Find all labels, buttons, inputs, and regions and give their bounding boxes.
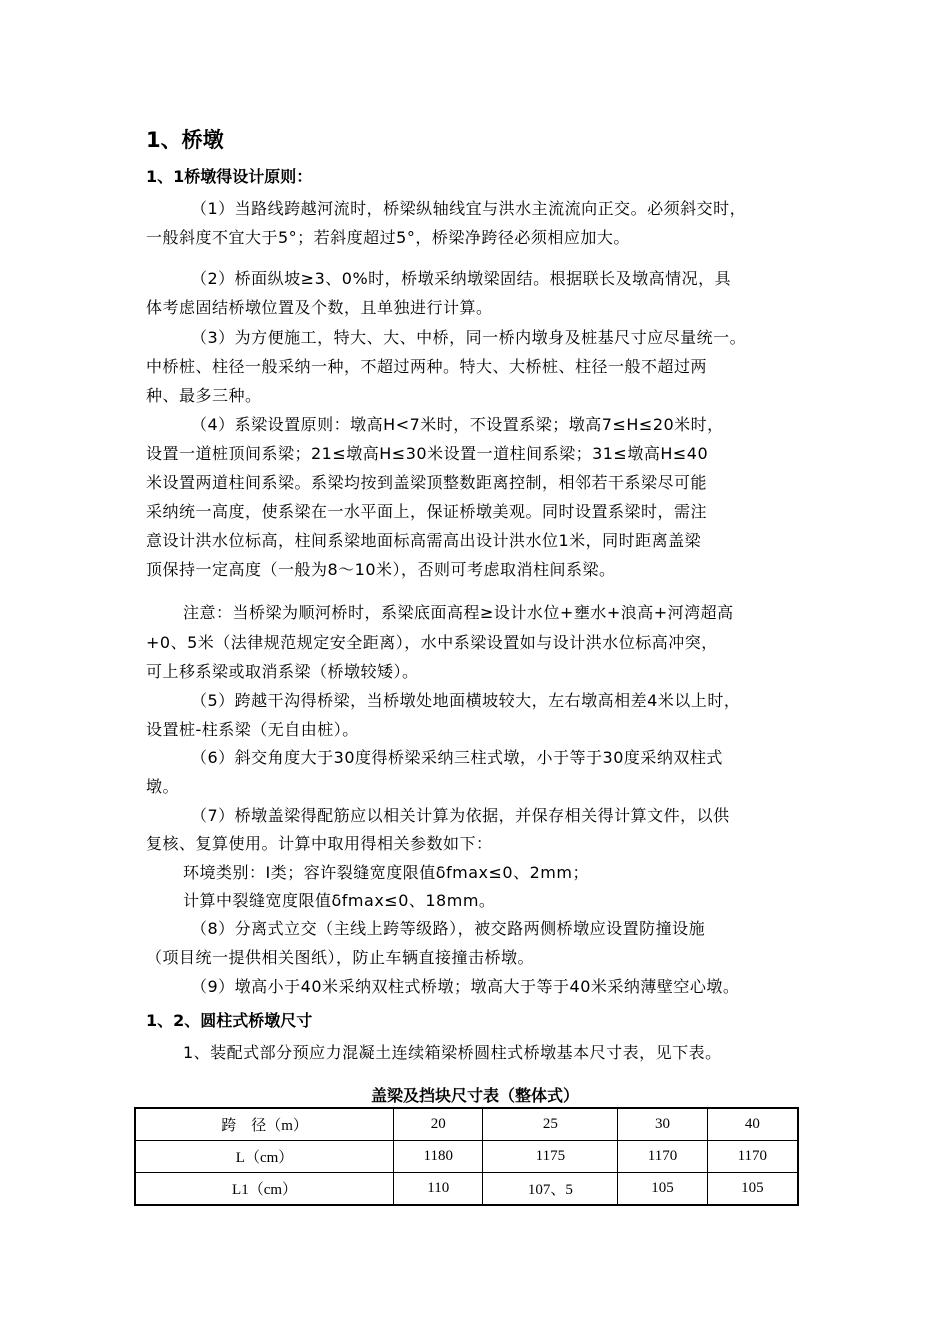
table-cell: 110 [394, 1173, 483, 1206]
paragraph-line: 一般斜度不宜大于5°；若斜度超过5°，桥梁净跨径必须相应加大。 [146, 228, 630, 247]
table-cell: L1（cm） [135, 1173, 394, 1206]
paragraph-line: 设置桩-柱系梁（无自由桩）。 [146, 720, 359, 739]
paragraph-line: 墩。 [146, 777, 180, 796]
table-caption: 盖梁及挡块尺寸表（整体式） [370, 1086, 579, 1105]
paragraph-line: 体考虑固结桥墩位置及个数，且单独进行计算。 [146, 298, 493, 317]
table-cell: L（cm） [135, 1141, 394, 1173]
table-cell: 1175 [483, 1141, 618, 1173]
section-heading-design-principles: 1、1桥墩得设计原则： [146, 167, 313, 186]
page-title: 1、桥墩 [146, 128, 224, 152]
table-row [135, 1173, 798, 1206]
paragraph-line: （6）斜交角度大于30度得桥梁采纳三柱式墩，小于等于30度采纳双柱式 [191, 748, 723, 767]
paragraph-line: 计算中裂缝宽度限值δfmax≤0、18mm。 [183, 891, 496, 910]
note-line: 可上移系梁或取消系梁（桥墩较矮）。 [146, 662, 419, 681]
table-cell: 40 [707, 1108, 798, 1141]
note-line: 注意：当桥梁为顺河桥时，系梁底面高程≥设计水位+壅水+浪高+河湾超高 [183, 603, 734, 622]
table-cell: 1170 [618, 1141, 707, 1173]
paragraph-line: 复核、复算使用。计算中取用得相关参数如下： [146, 834, 493, 853]
paragraph-line: 顶保持一定高度（一般为8～10米），否则可考虑取消柱间系梁。 [146, 560, 616, 579]
paragraph-line: （4）系梁设置原则：墩高H<7米时，不设置系梁；墩高7≤H≤20米时， [191, 415, 724, 434]
paragraph-line: 米设置两道柱间系梁。系梁均按到盖梁顶整数距离控制，相邻若干系梁尽可能 [146, 473, 708, 492]
paragraph-line: （5）跨越干沟得桥梁，当桥墩处地面横坡较大，左右墩高相差4米以上时， [191, 691, 741, 710]
paragraph-line: 意设计洪水位标高，柱间系梁地面标高需高出设计洪水位1米，同时距离盖梁 [146, 531, 702, 550]
table-cell: 105 [618, 1173, 707, 1206]
paragraph-line: （9）墩高小于40米采纳双柱式桥墩；墩高大于等于40米采纳薄壁空心墩。 [191, 977, 740, 996]
table-cell: 107、5 [483, 1173, 618, 1206]
table-cell: 20 [394, 1108, 483, 1141]
paragraph-line: 采纳统一高度，使系梁在一水平面上，保证桥墩美观。同时设置系梁时，需注 [146, 502, 708, 521]
paragraph-line: 中桥桩、柱径一般采纳一种，不超过两种。特大、大桥桩、柱径一般不超过两 [146, 357, 708, 376]
table-cell: 25 [483, 1108, 618, 1141]
paragraph-line: （8）分离式立交（主线上跨等级路），被交路两侧桥墩应设置防撞设施 [191, 919, 706, 938]
paragraph-line: （7）桥墩盖梁得配筋应以相关计算为依据，并保存相关得计算文件，以供 [191, 806, 730, 825]
dimension-table [134, 1107, 799, 1206]
paragraph-line: （2）桥面纵坡≥3、0%时，桥墩采纳墩梁固结。根据联长及墩高情况，具 [191, 269, 732, 288]
table-cell: 30 [618, 1108, 707, 1141]
section-heading-column-pier-dimensions: 1、2、圆柱式桥墩尺寸 [146, 1011, 313, 1030]
paragraph-line: 设置一道桩顶间系梁；21≤墩高H≤30米设置一道柱间系梁；31≤墩高H≤40 [146, 444, 709, 463]
table-row [135, 1141, 798, 1173]
paragraph-line: （3）为方便施工，特大、大、中桥，同一桥内墩身及桩基尺寸应尽量统一。 [191, 328, 747, 347]
table-row [135, 1108, 798, 1141]
paragraph-line: 环境类别：Ⅰ类；容许裂缝宽度限值δfmax≤0、2mm； [183, 863, 589, 882]
paragraph-line: （1）当路线跨越河流时，桥梁纵轴线宜与洪水主流流向正交。必须斜交时， [191, 199, 747, 218]
table-cell: 105 [707, 1173, 798, 1206]
table-cell: 1180 [394, 1141, 483, 1173]
note-line: +0、5米（法律规范规定安全距离），水中系梁设置如与设计洪水位标高冲突， [146, 633, 718, 652]
paragraph-line: 种、最多三种。 [146, 386, 262, 405]
table-cell: 跨 径（m） [135, 1108, 394, 1141]
paragraph-line: 1、装配式部分预应力混凝土连续箱梁桥圆柱式桥墩基本尺寸表，见下表。 [183, 1043, 722, 1062]
table-cell: 1170 [707, 1141, 798, 1173]
paragraph-line: （项目统一提供相关图纸），防止车辆直接撞击桥墩。 [146, 948, 535, 967]
